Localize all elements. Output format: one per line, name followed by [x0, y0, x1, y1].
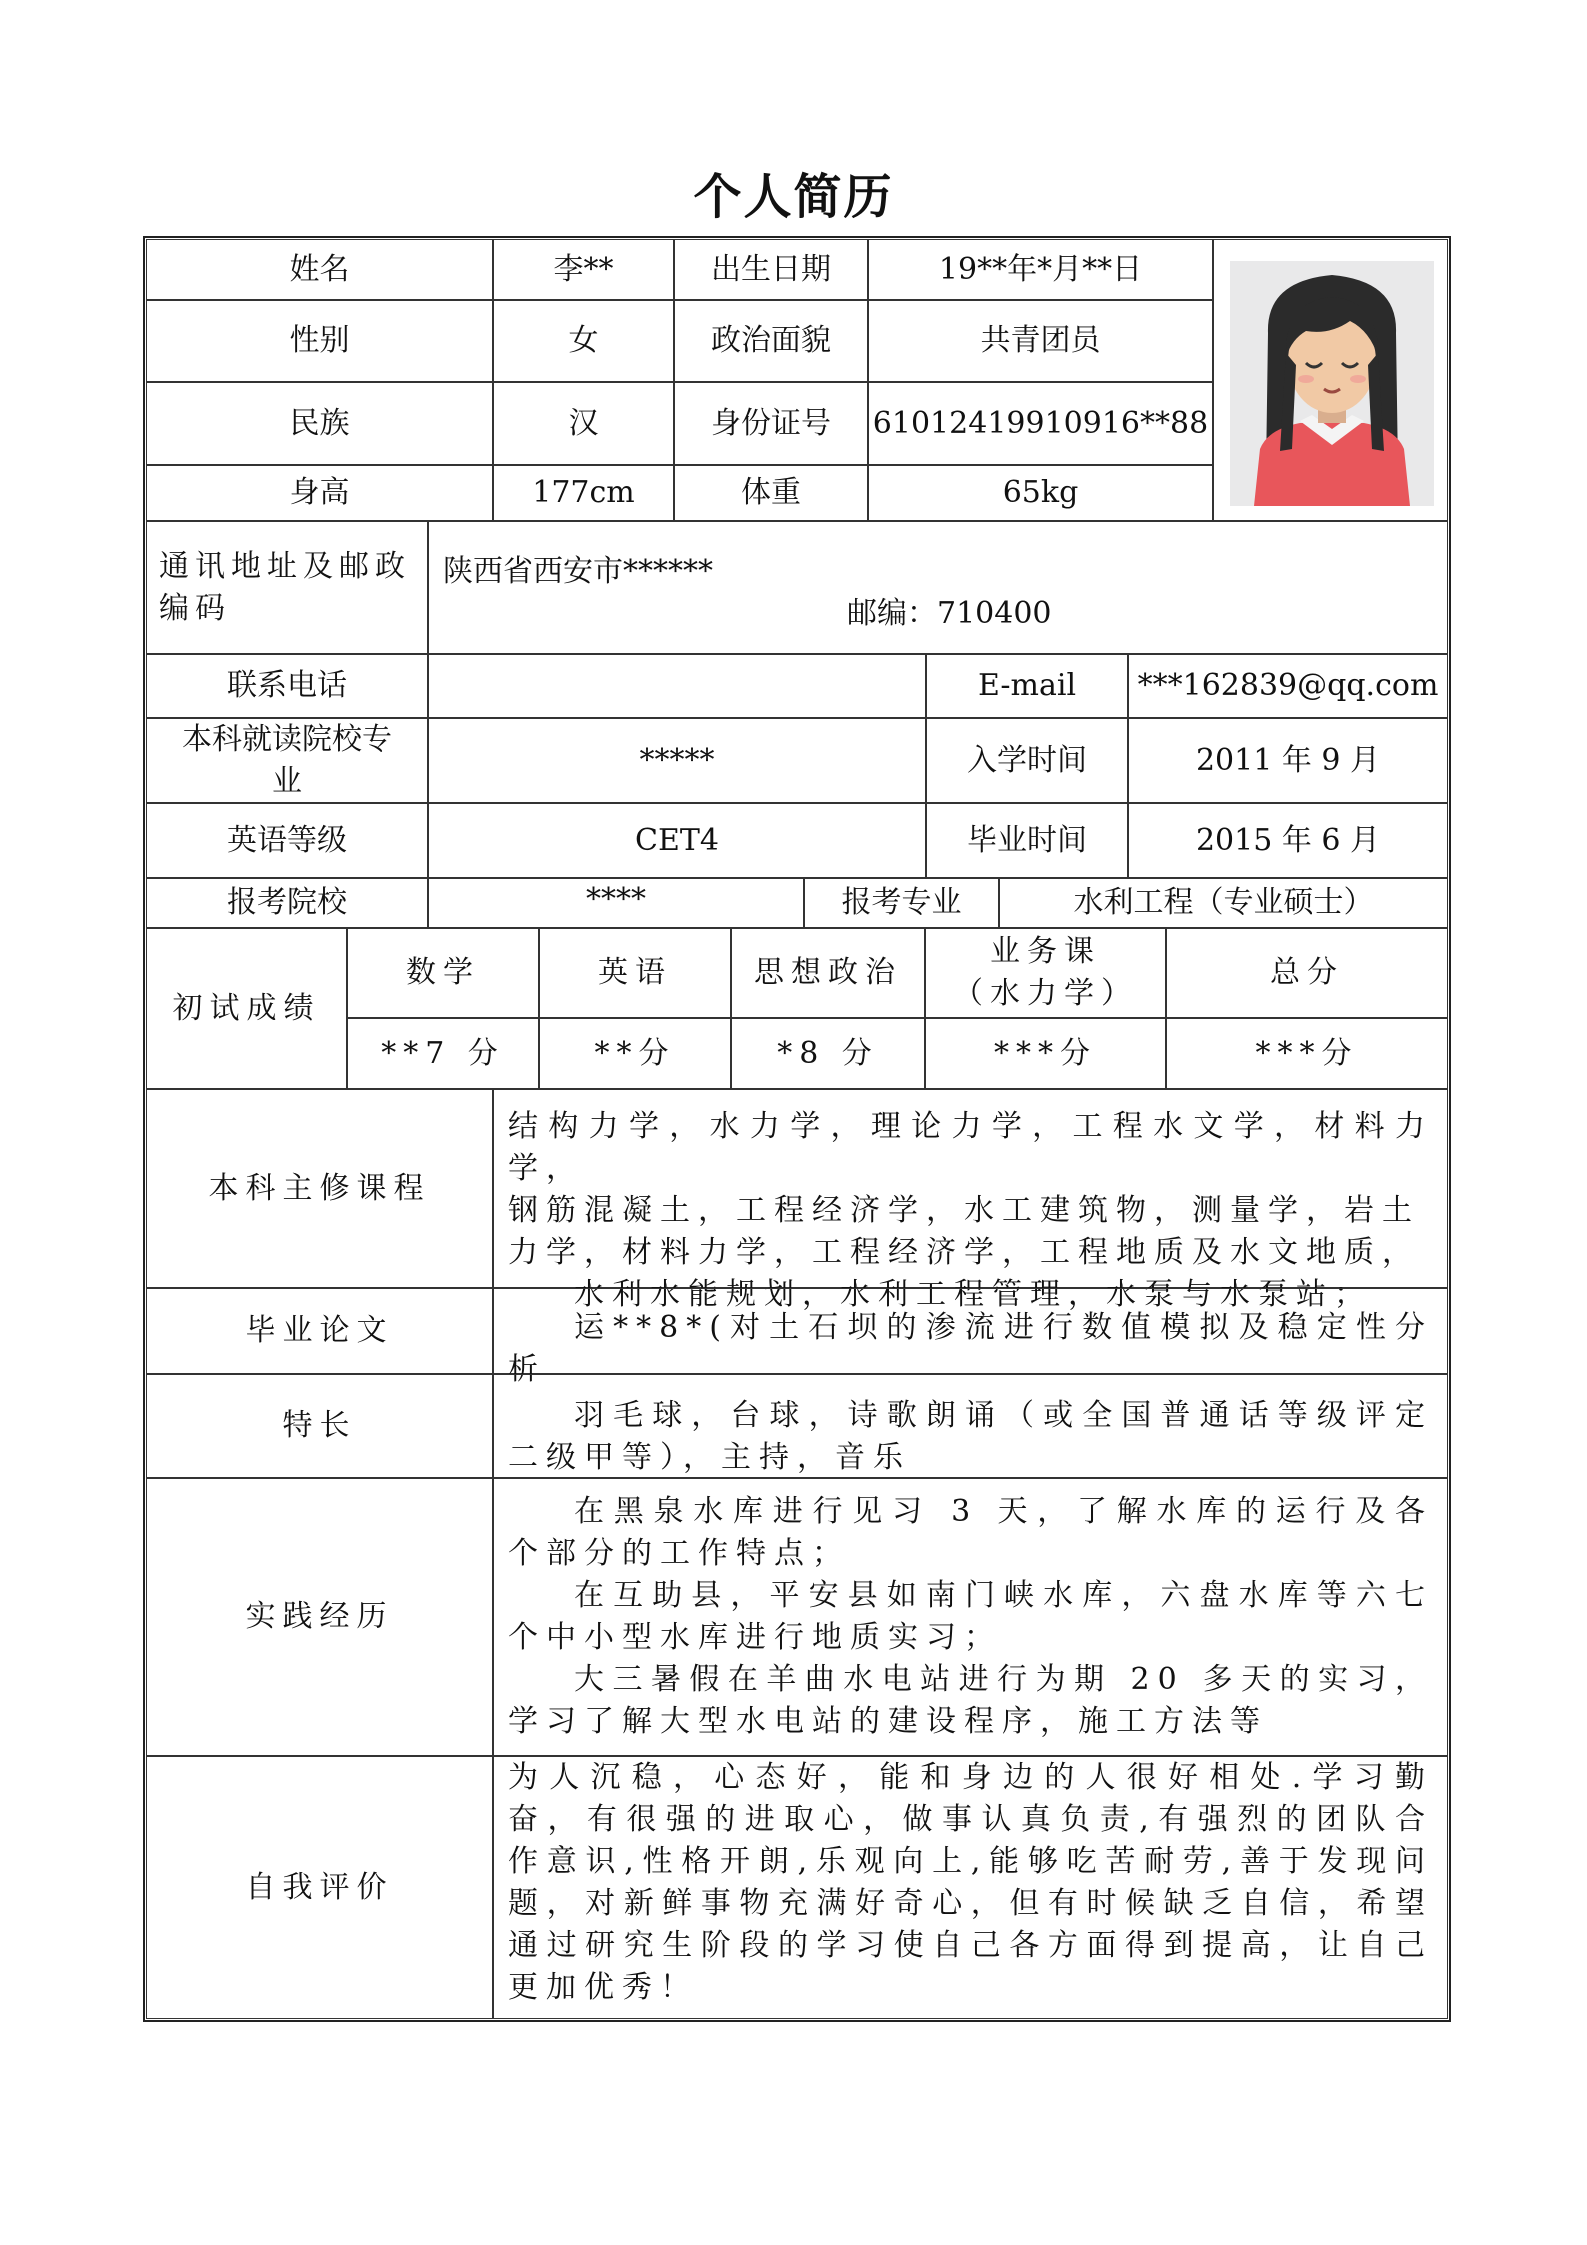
apply-school-value: ****: [428, 878, 804, 928]
ethnic-label: 民族: [146, 382, 493, 465]
practice-item: 在黑泉水库进行见习 3 天，了解水库的运行及各个部分的工作特点；: [508, 1494, 1433, 1571]
courses-cell: [493, 1089, 1448, 1312]
thesis-text: 运**8*(对土石坝的渗流进行数值模拟及稳定性分析: [508, 1310, 1433, 1387]
apply-major-value: 水利工程（专业硕士）: [999, 878, 1448, 928]
score-header-total: 总分: [1166, 928, 1448, 1018]
apply-school-label: 报考院校: [146, 878, 428, 928]
courses-label: 本科主修课程: [146, 1089, 493, 1288]
address-value: 陕西省西安市******: [443, 554, 713, 589]
photo-cell: [1213, 239, 1448, 521]
score-value-total: ***分: [1166, 1018, 1448, 1089]
political-value: 共青团员: [868, 300, 1213, 382]
self-eval-cell: [493, 1756, 1448, 2019]
practice-item: 在互助县，平安县如南门峡水库，六盘水库等六七个中小型水库进行地质实习；: [508, 1578, 1433, 1655]
address-value-cell: [428, 521, 1448, 654]
postcode-value: 邮编：710400: [847, 596, 1052, 631]
thesis-label: 毕业论文: [146, 1288, 493, 1374]
score-header-major-course: [925, 928, 1166, 1018]
courses-line: 结构力学，水力学，理论力学，工程水文学，材料力学，: [508, 1109, 1433, 1186]
political-label: 政治面貌: [674, 300, 868, 382]
score-header-politics: 思想政治: [731, 928, 925, 1018]
weight-label: 体重: [674, 465, 868, 521]
practice-item: 大三暑假在羊曲水电站进行为期 20 多天的实习，学习了解大型水电站的建设程序，施工方法等: [508, 1662, 1433, 1739]
practice-label: 实践经历: [146, 1478, 493, 1756]
avatar: [1230, 261, 1434, 506]
phone-label: 联系电话: [146, 654, 428, 718]
courses-line: 水利水能规划，水利工程管理，水泵与水泵站；: [574, 1277, 1372, 1312]
gender-value: 女: [493, 300, 674, 382]
score-value-politics: *8 分: [731, 1018, 925, 1089]
skills-cell: [493, 1374, 1448, 1478]
gender-label: 性别: [146, 300, 493, 382]
id-label: 身份证号: [674, 382, 868, 465]
thesis-cell: [493, 1288, 1448, 1387]
name-value: 李**: [493, 239, 674, 300]
skills-label: 特长: [146, 1374, 493, 1478]
ethnic-value: 汉: [493, 382, 674, 465]
score-value-major-course: ***分: [925, 1018, 1166, 1089]
birth-label: 出生日期: [674, 239, 868, 300]
height-value: 177cm: [493, 465, 674, 521]
score-header-major-course-title: 业务课: [990, 934, 1101, 969]
english-label: 英语等级: [146, 803, 428, 878]
grad-value: 2015 年 6 月: [1128, 803, 1448, 878]
apply-major-label: 报考专业: [804, 878, 999, 928]
phone-value: [428, 654, 926, 718]
address-label: 通讯地址及邮政编码: [146, 521, 428, 654]
page-title: 个人简历: [693, 169, 894, 225]
score-value-math: **7 分: [347, 1018, 539, 1089]
english-value: CET4: [428, 803, 926, 878]
name-label: 姓名: [146, 239, 493, 300]
score-header-major-course-subject: （水力学）: [953, 976, 1138, 1011]
email-value: ***162839@qq.com: [1128, 654, 1448, 718]
skills-text: 羽毛球，台球，诗歌朗诵（或全国普通话等级评定二级甲等），主持，音乐: [508, 1398, 1433, 1475]
score-value-english: **分: [539, 1018, 731, 1089]
id-value: 61012419910916**88: [868, 382, 1213, 465]
school-label: 本科就读院校专业: [146, 718, 428, 803]
practice-cell: [493, 1478, 1448, 1756]
birth-value: 19**年*月**日: [868, 239, 1213, 300]
score-header-math: 数学: [347, 928, 539, 1018]
email-label: E-mail: [926, 654, 1128, 718]
self-eval-label: 自我评价: [146, 1756, 493, 2019]
courses-line: 钢筋混凝土，工程经济学，水工建筑物，测量学，岩土: [508, 1193, 1420, 1228]
enroll-value: 2011 年 9 月: [1128, 718, 1448, 803]
school-value: *****: [428, 718, 926, 803]
weight-value: 65kg: [868, 465, 1213, 521]
scores-label: 初试成绩: [146, 928, 347, 1089]
enroll-label: 入学时间: [926, 718, 1128, 803]
grad-label: 毕业时间: [926, 803, 1128, 878]
height-label: 身高: [146, 465, 493, 521]
score-header-english: 英语: [539, 928, 731, 1018]
courses-line: 力学，材料力学，工程经济学，工程地质及水文地质，: [508, 1235, 1420, 1270]
self-eval-text: 为人沉稳，心态好，能和身边的人很好相处.学习勤奋，有很强的进取心，做事认真负责,有强烈的团队合作意识,性格开朗,乐观向上,能够吃苦耐劳,善于发现问题，对新鲜事物充满好奇心，但有时候缺乏自信，希望通过研究生阶段的学习使自己各方面得到提高，让自己更加优秀！: [508, 1760, 1433, 2005]
